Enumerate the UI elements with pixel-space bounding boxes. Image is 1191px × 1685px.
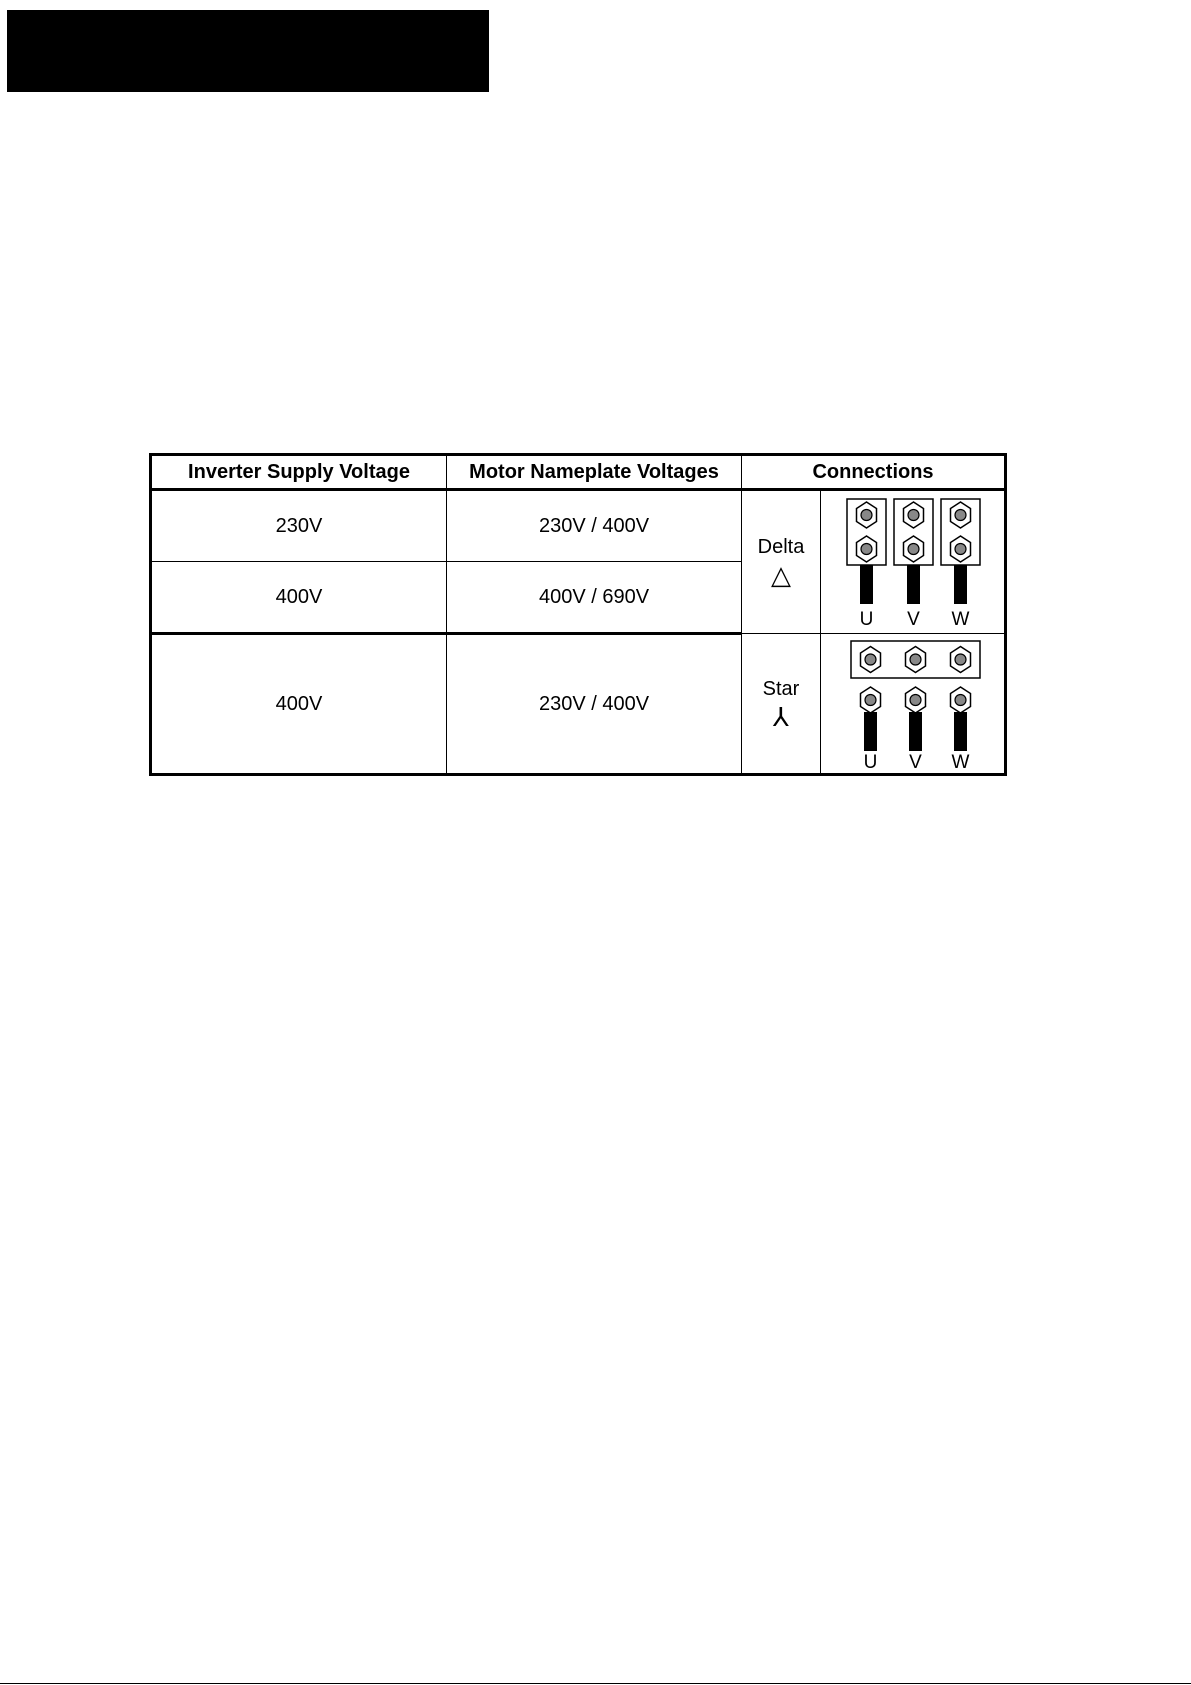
star-wiring-diagram (823, 635, 1003, 773)
header-black-bar (7, 10, 489, 92)
supply-voltage-cell: 230V (151, 490, 447, 562)
star-cable-w (950, 687, 970, 751)
delta-triangle-icon: △ (771, 560, 791, 591)
star-connection-cell (742, 634, 821, 775)
nameplate-voltage-cell: 230V / 400V (447, 634, 742, 775)
delta-terminal-diagram (821, 490, 1006, 634)
nameplate-voltage-cell: 400V / 690V (447, 562, 742, 634)
header-connections: Connections (742, 455, 1006, 490)
delta-connection-cell (742, 490, 821, 634)
terminal-column-u (847, 499, 886, 604)
header-inverter-supply-voltage: Inverter Supply Voltage (151, 455, 447, 490)
footer-rule (0, 1683, 1191, 1684)
star-terminal-label-v: V (908, 751, 922, 773)
delta-label: Delta (757, 536, 805, 559)
table-row (151, 634, 1006, 775)
nameplate-voltage-cell: 230V / 400V (447, 490, 742, 562)
terminal-column-v (894, 499, 933, 604)
table-row (151, 490, 1006, 562)
motor-connection-table (149, 453, 1007, 776)
supply-voltage-cell: 400V (151, 634, 447, 775)
delta-terminal-label-v: V (906, 609, 920, 630)
header-motor-nameplate-voltages: Motor Nameplate Voltages (447, 455, 742, 490)
star-terminal-label-w: W (951, 751, 969, 773)
star-label: Star (762, 677, 800, 700)
table-header-row (151, 455, 1006, 490)
star-terminal-diagram (821, 634, 1006, 775)
delta-wiring-diagram (823, 493, 1003, 631)
star-wye-icon: ⅄ (773, 701, 789, 732)
star-terminal-label-u: U (863, 751, 877, 773)
star-bridge-bolts (860, 646, 970, 672)
terminal-column-w (941, 499, 980, 604)
star-cable-u (860, 687, 880, 751)
delta-terminal-label-w: W (951, 609, 969, 630)
star-cable-v (905, 687, 925, 751)
delta-terminal-label-u: U (859, 609, 873, 630)
supply-voltage-cell: 400V (151, 562, 447, 634)
